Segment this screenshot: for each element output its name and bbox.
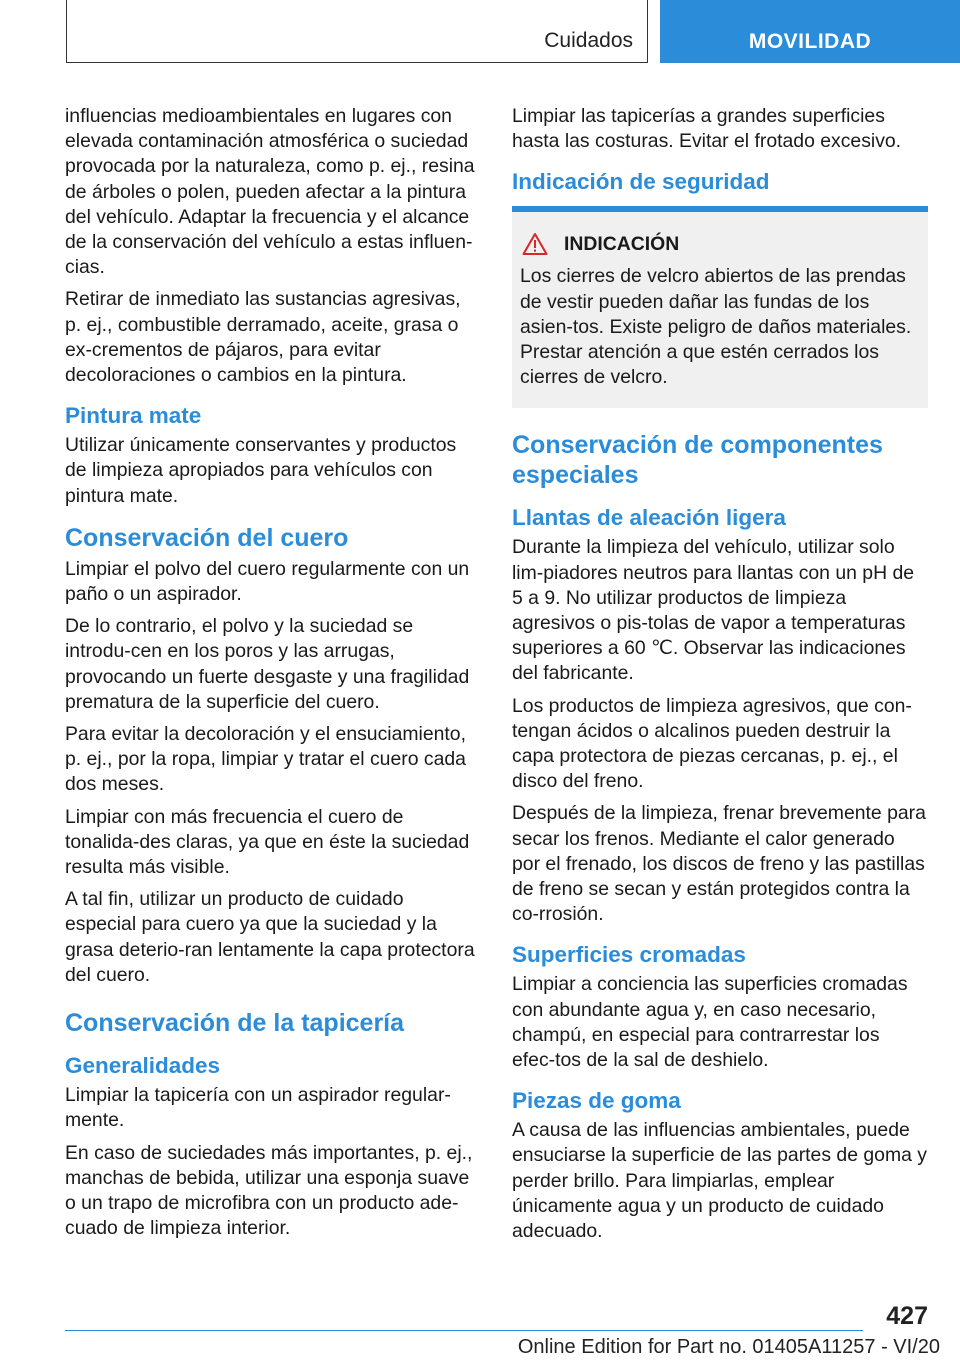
warning-icon xyxy=(522,232,548,256)
heading-conservacion-tapiceria: Conservación de la tapicería xyxy=(65,1009,405,1038)
paragraph: A causa de las influencias ambientales, puede ensuciarse la superficie de las partes de goma y perder brillo. Para limpiarlas, emplear únicamente agua y un producto de cuidado adecuado. xyxy=(512,1119,927,1243)
paragraph: Durante la limpieza del vehículo, utilizar solo lim-piadores neutros para llantas con un pH de 5 a 9. No utilizar productos de limpieza agresivos o pis-tolas de vapor a temperaturas superiores a 60 ℃. Observar las indicaciones del fabricante. xyxy=(512,536,915,685)
heading-indicacion-seguridad: Indicación de seguridad xyxy=(512,169,770,195)
section-title: Cuidados xyxy=(544,29,633,52)
notice-text: Los cierres de velcro abiertos de las prendas de vestir pueden dañar las fundas de los asien-tos. Existe peligro de daños materiales. Prestar atención a que estén cerrados los cierres de velcro. xyxy=(520,265,912,389)
paragraph: Limpiar con más frecuencia el cuero de tonalida-des claras, ya que en éste la suciedad resulta más visible. xyxy=(65,805,470,879)
paragraph: Limpiar el polvo del cuero regularmente con un paño o un aspirador. xyxy=(65,557,470,606)
page-number: 427 xyxy=(886,1302,928,1330)
paragraph: Limpiar a conciencia las superficies cromadas con abundante agua y, en caso necesario, champú, en especial para contrarrestar los efec-tos de la sal de deshielo. xyxy=(512,973,908,1072)
notice-title: INDICACIÓN xyxy=(564,232,680,255)
heading-piezas-goma: Piezas de goma xyxy=(512,1088,681,1114)
paragraph: Para evitar la decoloración y el ensuciamiento, p. ej., por la ropa, limpiar y tratar el cuero cada dos meses. xyxy=(65,723,466,796)
heading-conservacion-cuero: Conservación del cuero xyxy=(65,523,349,552)
heading-pintura-mate: Pintura mate xyxy=(65,403,202,429)
paragraph: Los productos de limpieza agresivos, que con-tengan ácidos o alcalinos pueden destruir la capa protectora de piezas cercanas, p. ej., el disco del freno. xyxy=(512,694,912,793)
heading-superficies-cromadas: Superficies cromadas xyxy=(512,942,746,968)
paragraph: Limpiar la tapicería con un aspirador regular-mente. xyxy=(65,1084,451,1132)
notice-box xyxy=(512,206,928,408)
paragraph: Utilizar únicamente conservantes y productos de limpieza apropiados para vehículos con pintura mate. xyxy=(65,434,457,507)
heading-generalidades: Generalidades xyxy=(65,1053,221,1079)
footer-divider xyxy=(65,1330,863,1331)
chapter-tab[interactable]: MOVILIDAD xyxy=(660,0,960,63)
edition-text: Online Edition for Part no. 01405A11257 - VI/20 xyxy=(517,1336,940,1358)
paragraph: En caso de suciedades más importantes, p. ej., manchas de bebida, utilizar una esponja suave o un trapo de microfibra con un producto ade-cuado de limpieza interior. xyxy=(65,1141,473,1240)
paragraph: Retirar de inmediato las sustancias agresivas, p. ej., combustible derramado, aceite, grasa o ex-crementos de pájaros, para evitar decoloraciones o cambios en la pintura. xyxy=(65,288,461,387)
paragraph: De lo contrario, el polvo y la suciedad se introdu-cen en los poros y las arrugas, provocando un fuerte desgaste y una fragilidad prematura de la superficie del cuero. xyxy=(65,615,470,713)
paragraph: A tal fin, utilizar un producto de cuidado especial para cuero ya que la suciedad y la grasa deterio-ran lentamente la capa protectora del cuero. xyxy=(65,888,475,986)
paragraph: influencias medioambientales en lugares con elevada contaminación atmosférica o suciedad provocada por la naturaleza, como p. ej., resina de árboles o polen, pueden afectar a la pintura del vehículo. Adaptar la frecuencia y el alcance de la conservación del vehículo a estas influen-cias. xyxy=(65,105,475,279)
paragraph: Después de la limpieza, frenar brevemente para secar los frenos. Mediante el calor generado por el frenado, los discos de freno y las pastillas de freno se secan y están protegidos contra la co-rrosión. xyxy=(512,802,926,926)
left-column xyxy=(65,104,479,1248)
heading-componentes-especiales: Conservación de componentes especiales xyxy=(512,431,883,490)
heading-llantas: Llantas de aleación ligera xyxy=(512,505,786,531)
paragraph: Limpiar las tapicerías a grandes superficies hasta las costuras. Evitar el frotado excesivo. xyxy=(512,105,902,153)
notice-header xyxy=(520,232,920,256)
header-frame xyxy=(66,0,648,63)
right-column xyxy=(512,104,928,1251)
